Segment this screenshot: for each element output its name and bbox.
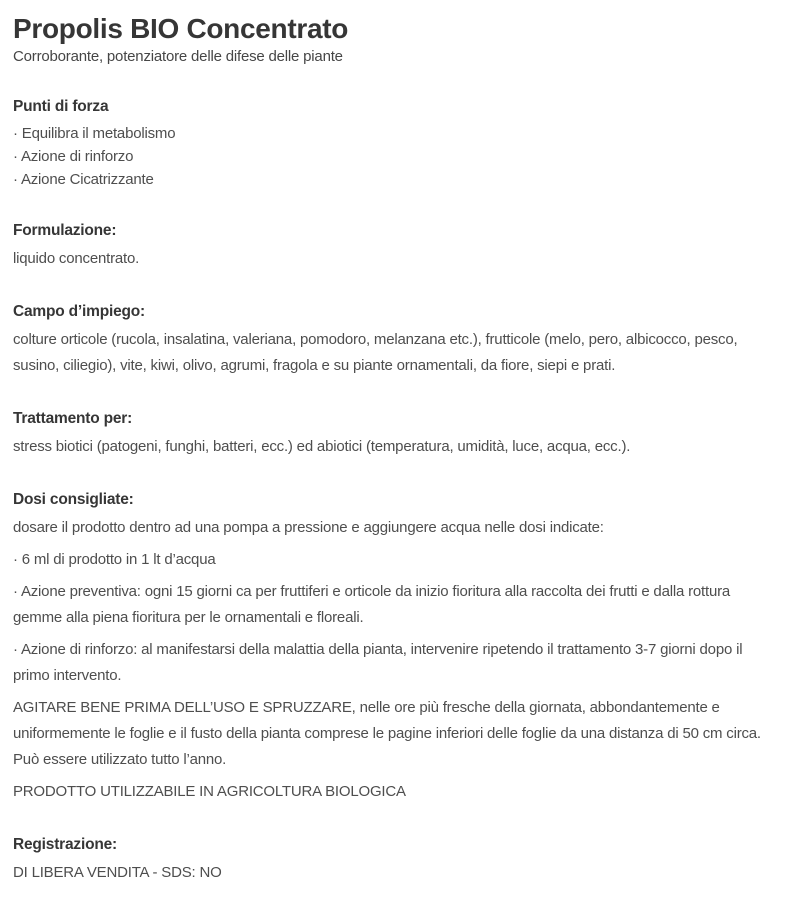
paragraph: liquido concentrato. [13,250,140,267]
bullet-item [13,168,765,191]
sections-container [13,97,765,886]
document-section [13,221,765,272]
paragraph: colture orticole (rucola, insalatina, valeriana, pomodoro, melanzana etc.), frutticole (melo, pero, albicocco, pesco, susino, ciliegio), vite, kiwi, olivo, agrumi, fragola e su piante ornamentali, da fiore, siepi e prati. [13,331,738,374]
bullet-marker-icon: · [13,171,21,188]
paragraph: AGITARE BENE PRIMA DELL’USO E SPRUZZARE, nelle ore più fresche della giornata, abbondantemente e uniformemente le foglie e il fusto della pianta comprese le pagine inferiori delle foglie da una distanza di 50 cm circa. Può essere utilizzato tutto l’anno. [13,699,761,768]
bullet-text: 6 ml di prodotto in 1 lt d’acqua [21,551,216,568]
bullet-item [13,637,765,689]
paragraph: PRODOTTO UTILIZZABILE IN AGRICOLTURA BIOLOGICA [13,783,406,800]
bullet-text: Azione di rinforzo: al manifestarsi della malattia della pianta, intervenire ripetendo il trattamento 3-7 giorni dopo il primo intervento. [13,641,743,684]
bullet-text: Equilibra il metabolismo [21,125,176,142]
document-section [13,409,765,460]
bullet-marker-icon: · [13,125,22,142]
page-title: Propolis BIO Concentrato [13,13,349,44]
bullet-item [13,122,765,145]
document-section [13,490,765,805]
paragraph: DI LIBERA VENDITA - SDS: NO [13,864,222,881]
section-heading: Dosi consigliate: [13,491,134,508]
bullet-item [13,547,765,573]
section-heading: Punti di forza [13,98,109,115]
section-heading: Campo d’impiego: [13,303,145,320]
section-heading: Registrazione: [13,836,117,853]
bullet-text: Azione di rinforzo [20,148,134,165]
bullet-item [13,579,765,631]
bullet-text: Azione Cicatrizzante [20,171,154,188]
bullet-text: Azione preventiva: ogni 15 giorni ca per fruttiferi e orticole da inizio fioritura alla raccolta dei frutti e dalla rottura gemme alla piena fioritura per le ornamentali e floreali. [13,583,731,626]
bullet-item [13,145,765,168]
section-heading: Formulazione: [13,222,117,239]
paragraph: stress biotici (patogeni, funghi, batteri, ecc.) ed abiotici (temperatura, umidità, luce, acqua, ecc.). [13,438,631,455]
page-subtitle: Corroborante, potenziatore delle difese delle piante [13,48,343,65]
bullet-marker-icon: · [13,148,21,165]
document-section [13,835,765,886]
bullet-marker-icon: · [13,583,21,600]
document-section [13,97,765,191]
paragraph: dosare il prodotto dentro ad una pompa a pressione e aggiungere acqua nelle dosi indicate: [13,519,604,536]
bullet-marker-icon: · [13,551,22,568]
bullet-marker-icon: · [13,641,21,658]
document-section [13,302,765,379]
section-heading: Trattamento per: [13,410,133,427]
